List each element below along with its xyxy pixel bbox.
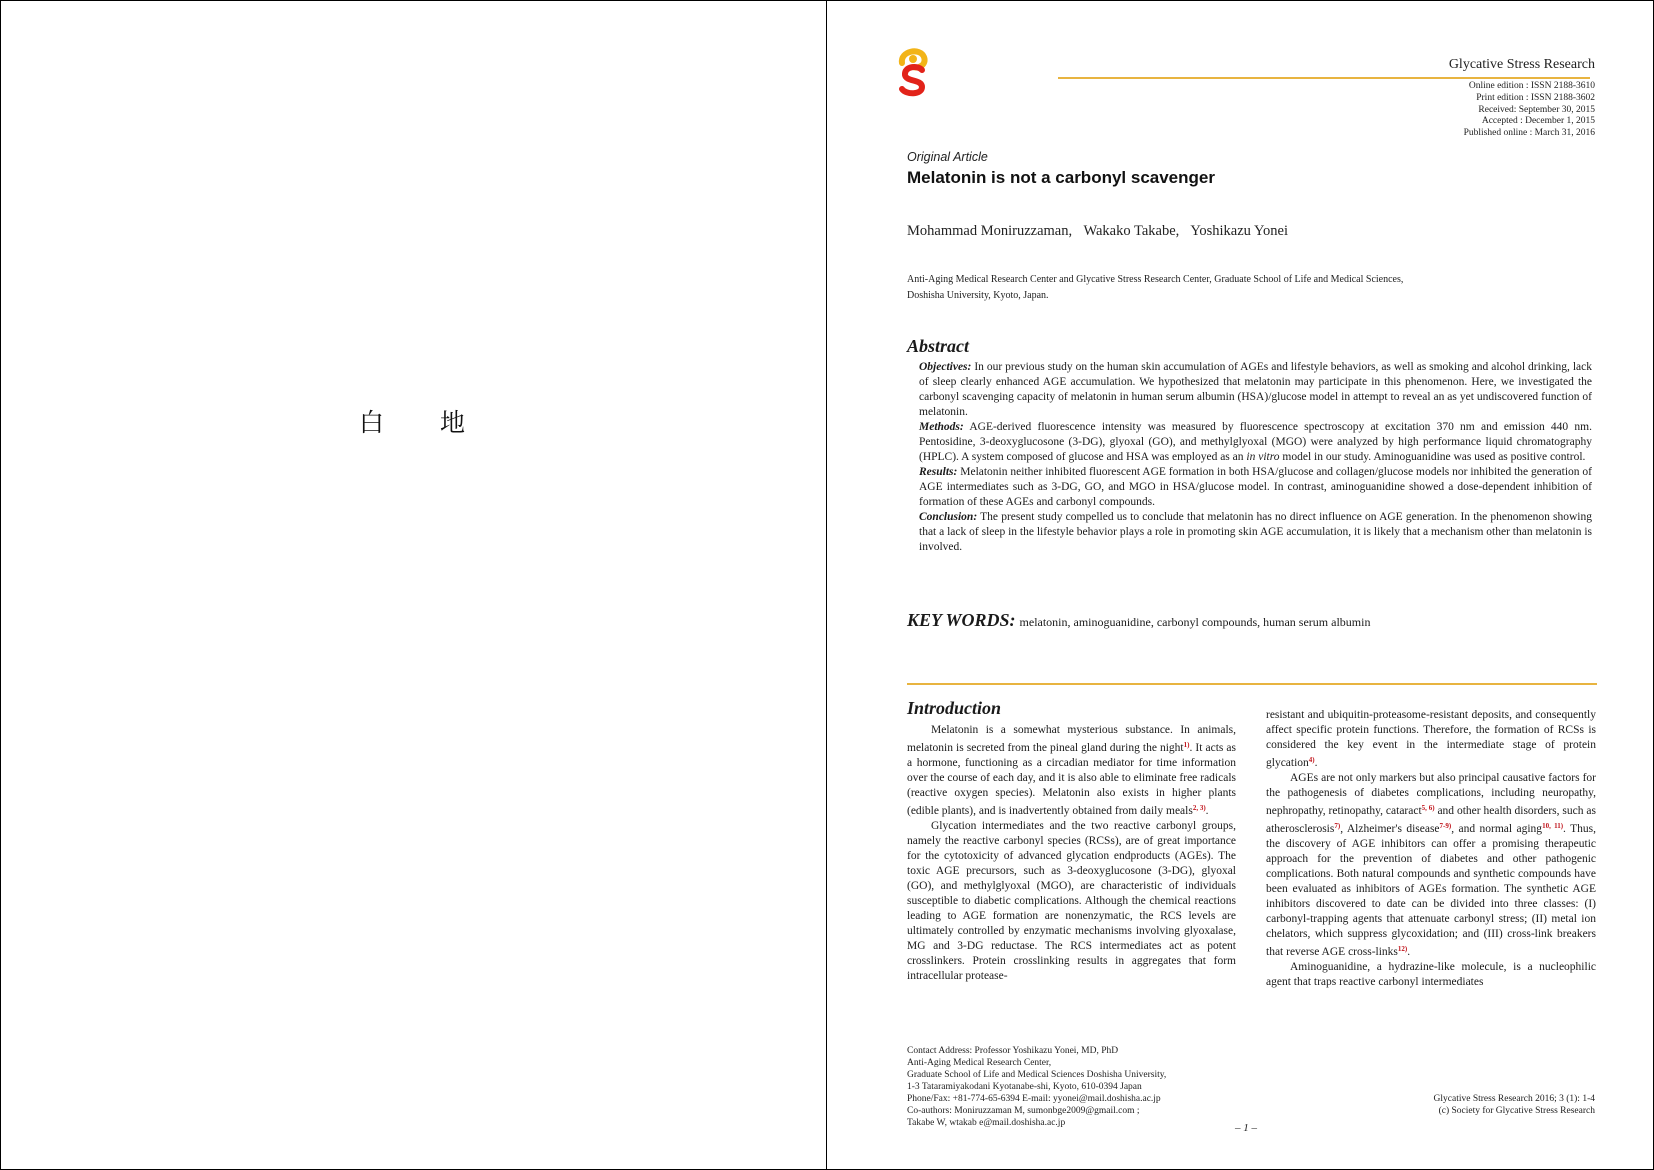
paragraph [907,723,1236,819]
methods-text: AGE-derived fluorescence intensity was measured by fluorescence spectroscopy at excitation 370 nm and emission 440 nm. Pentosidine, 3-deoxyglucosone (3-DG), glyoxal (GO), and methylglyoxal (MGO) were analyzed by high performance liquid chromatography (HPLC). A system composed of glucose and HSA was employed as an [919,421,1592,463]
reference-link[interactable]: 2, 3) [1192,804,1206,812]
contact-line: Phone/Fax: +81-774-65-6394 E-mail: yyonei@mail.doshisha.ac.jp [907,1094,1161,1104]
conclusion-text: The present study compelled us to conclude that melatonin has no direct influence on AGE generation. In the phenomenon showing that a lack of sleep in the lifestyle behavior plays a role in promoting skin AGE accumulation, it is likely that a mechanism other than melatonin is involved. [919,511,1592,553]
objectives-text: In our previous study on the human skin accumulation of AGEs and lifestyle behaviors, as well as smoking and alcohol drinking, lack of sleep clearly enhanced AGE accumulation. We hypothesized that melatonin may participate in this phenomenon. Here, we investigated the carbonyl scavenging capacity of melatonin in human serum albumin (HSA)/glucose model in attempt to reveal an as yet undiscovered function of melatonin. [919,361,1592,418]
journal-title: Glycative Stress Research [1448,57,1595,72]
contact-line: 1-3 Tataramiyakodani Kyotanabe-shi, Kyoto, 610-0394 Japan [907,1082,1142,1092]
reference-link[interactable]: 7-9) [1439,822,1452,830]
text-run: . Thus, the discovery of AGE inhibitors can offer a promising therapeutic approach for the prevention of diabetes and other pathogenic complications. Both natural compounds and synthetic compounds have been evaluated as inhibitors of AGEs formation. The synthetic AGE inhibitors discovered to date can be divided into three classes: (I) carbonyl-trapping agents that attenuate carbonyl stress; (II) metal ion chelators, which suppress glycoxidation; and (III) cross-link breakers that reverse AGE cross-links [1266,823,1596,958]
contact-address [907,1045,1166,1129]
text-run: . [1407,946,1411,958]
methods-text-end: model in our study. Aminoguanidine was used as positive control. [1282,451,1586,463]
text-run: . It acts as a hormone, functioning as a circadian mediator for time information over the course of each day, and it is also able to eliminate free radicals (reactive oxygen species). Melatonin also exists in higher plants (edible plants), and is inadvertently obtained from daily meals [907,742,1237,817]
text-run: resistant and ubiquitin-proteasome-resistant deposits, and consequently affect specific protein functions. Therefore, the formation of RCSs is considered the key event in the intermediate stage of protein glycation [1266,709,1596,769]
text-run: , and normal aging [1451,823,1543,835]
contact-line: Anti-Aging Medical Research Center, [907,1058,1052,1068]
body-column-left [907,723,1236,984]
journal-logo-icon [896,43,930,97]
text-run: AGEs are not only markers but also principal causative factors for the pathogenesis of diabetes complications, including neuropathy, nephropathy, retinopathy, cataract [1266,772,1596,817]
contact-line: Contact Address: Professor Yoshikazu Yonei, MD, PhD [907,1046,1119,1056]
right-page [828,1,1654,1169]
accepted-date: Accepted : December 1, 2015 [1481,116,1595,127]
contact-line: Takabe W, wtakab e@mail.doshisha.ac.jp [907,1118,1066,1128]
abstract-heading: Abstract [907,336,970,356]
paragraph [1266,771,1596,960]
affiliation-line: Anti-Aging Medical Research Center and Glycative Stress Research Center, Graduate School of Life and Medical Sciences, [907,274,1404,285]
online-issn: Online edition : ISSN 2188-3610 [1468,81,1595,91]
body-column-right [1266,708,1596,990]
abstract-body [919,360,1592,555]
citation [1434,1093,1595,1117]
left-page [1,1,827,1169]
results-label: Results: [919,466,958,478]
author-name: Yoshikazu Yonei [1190,223,1288,239]
article-type: Original Article [907,150,988,164]
paragraph: Glycation intermediates and the two reactive carbonyl groups, namely the reactive carbonyl species (RCSs), are of great importance for the cytotoxicity of advanced glycation endproducts (AGEs). The toxic AGE precursors, such as 3-deoxyglucosone (3-DG), glyoxal (GO), and methylglyoxal (MGO), are characteristic of individuals susceptible to diabetic complications. Although the chemical reactions leading to AGE formation are nonenzymatic, the RCS levels are ultimately controlled by enzymatic mechanisms involving glyoxalase, MG and 3-DG reductase. The RCS intermediates act as potent crosslinkers. Protein crosslinking results in aggregates that form intracellular protease- [907,820,1236,982]
paragraph: Aminoguanidine, a hydrazine-like molecule, is a nucleophilic agent that traps reactive carbonyl intermediates [1266,961,1596,988]
print-issn: Print edition : ISSN 2188-3602 [1476,92,1595,103]
author-name: Mohammad Moniruzzaman, [907,223,1073,239]
citation-line: Glycative Stress Research 2016; 3 (1): 1-4 [1433,1094,1595,1104]
publication-info [1464,81,1595,140]
results-text: Melatonin neither inhibited fluorescent AGE formation in both HSA/glucose and collagen/glucose models nor inhibited the generation of AGE intermediates such as 3-DG, GO, and MGO in HSA/glucose model. In contrast, aminoguanidine showed a dose-dependent inhibition of formation of these AGEs and carbonyl compounds. [919,466,1593,508]
abstract-results [919,465,1592,510]
text-run: . [1314,757,1318,769]
article-title: Melatonin is not a carbonyl scavenger [907,168,1215,187]
section-rule [907,683,1597,685]
methods-italic: in vitro [1246,451,1280,463]
objectives-label: Objectives: [919,361,972,373]
reference-link[interactable]: 4) [1308,756,1315,764]
text-run: and other health disorders, such as atherosclerosis [1266,805,1596,835]
methods-label: Methods: [919,421,964,433]
copyright-line: (c) Society for Glycative Stress Research [1438,1106,1595,1116]
reference-link[interactable]: 5, 6) [1421,804,1435,812]
contact-line: Graduate School of Life and Medical Sciences Doshisha University, [907,1070,1167,1080]
blank-page-mark: 白 地 [359,408,489,437]
author-list [907,223,1296,240]
keywords [907,610,1370,631]
header-rule [1058,77,1590,79]
affiliation [907,272,1403,304]
paragraph [1266,708,1596,771]
conclusion-label: Conclusion: [919,511,978,523]
text-run: . [1205,805,1209,817]
reference-link[interactable]: 10, 11) [1542,822,1564,830]
contact-line: Co-authors: Moniruzzaman M, sumonbge2009@gmail.com ; [907,1106,1140,1116]
text-run: , Alzheimer's disease [1340,823,1440,835]
keywords-text: melatonin, aminoguanidine, carbonyl compounds, human serum albumin [1019,615,1371,629]
author-name: Wakako Takabe, [1083,223,1180,239]
abstract-methods [919,420,1592,465]
published-date: Published online : March 31, 2016 [1463,128,1595,139]
reference-link[interactable]: 1) [1183,741,1190,749]
page-number: – 1 – [1235,1122,1257,1134]
reference-link[interactable]: 7) [1334,822,1341,830]
introduction-heading: Introduction [907,698,1002,718]
abstract-objectives [919,360,1592,420]
received-date: Received: September 30, 2015 [1478,104,1595,115]
keywords-label: KEY WORDS: [907,610,1016,630]
reference-link[interactable]: 12) [1397,945,1408,953]
text-run: Melatonin is a somewhat mysterious substance. In animals, melatonin is secreted from the pineal gland during the night [907,724,1236,754]
affiliation-line: Doshisha University, Kyoto, Japan. [907,290,1049,301]
abstract-conclusion [919,510,1592,555]
